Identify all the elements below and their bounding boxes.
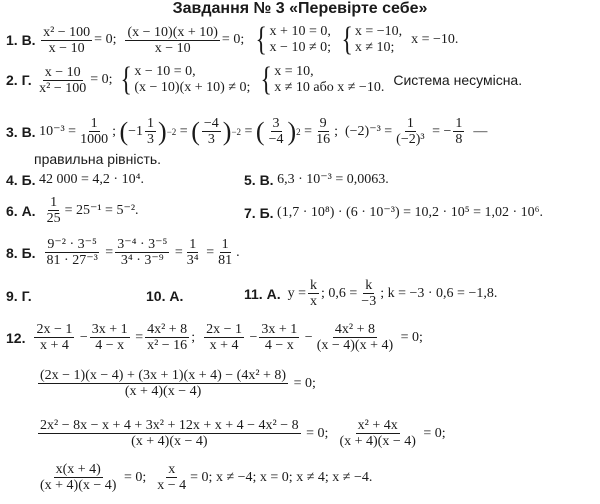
- item-5: 5. В. 6,3 · 10⁻³ = 0,0063.: [244, 172, 389, 188]
- fraction: $\frac{k}{-3}$: [361, 278, 377, 309]
- item-6: 6. А. $\frac{1}{25}$ = 25⁻¹ = 5⁻².: [6, 195, 139, 226]
- fraction: $\frac{x(x + 4)}{(x + 4)(x - 4)}$: [40, 462, 117, 493]
- equation-system: { x = −10, x ≠ 10;: [340, 21, 403, 58]
- page-title: Завдання № 3 «Перевірте себе»: [172, 0, 428, 17]
- fraction: $\frac{2x - 1}{x + 4}$: [36, 322, 73, 353]
- fraction: $\frac{1}{81}$: [218, 237, 233, 268]
- fraction: $\frac{\text{(2x − 1)(x − 4) + (3x + 1)(x + 4) − (4x² + 8)}}{(x + 4)(x - 4)}$: [40, 368, 287, 399]
- item-10: 10. А.: [146, 288, 184, 304]
- item-7: 7. Б. (1,7 · 10⁸) · (6 · 10⁻³) = 10,2 · 10⁵ = 1,02 · 10⁶.: [244, 205, 544, 221]
- item-12: 12. $\frac{2x - 1}{x + 4}$ − $\frac{3x + 1}{4 - x}$ = $\frac{\text{4x² + 8}}{\text{x² − 16}}$ ; $\frac{2x - 1}{x + 4}$ − $\frac{3x + 1}{4 - x}$ − $\frac{\text{4x² + 8}}{(x - 4)(x + 4)}$ = 0;: [6, 322, 423, 353]
- item-2: 2. Г. $\frac{x - 10}{\text{x² − 100}}$ = 0; { x − 10 = 0, (x − 10)(x + 10) ≠ 0; { x = 10, x ≠ 10 або x ≠ −10. Система несумісна.: [6, 61, 523, 98]
- fraction: $\frac{\text{2x² − 8x − x + 4 + 3x² + 12x + x + 4 − 4x² − 8}}{(x + 4)(x - 4)}$: [40, 418, 299, 449]
- fraction: $\frac{\text{x² − 100}}{x - 10}$: [43, 24, 91, 56]
- fraction: $\frac{\text{4x² + 8}}{\text{x² − 16}}$: [147, 322, 188, 353]
- item-label: 6. А.: [6, 202, 36, 219]
- item-label: 2. Г.: [6, 72, 32, 88]
- fraction: $\frac{1}{25}$: [46, 195, 61, 226]
- equation-system: { x = 10, x ≠ 10 або x ≠ −10.: [260, 61, 385, 98]
- fraction: $\frac{\text{9⁻² · 3⁻⁵}}{\text{81 · 27⁻³}}$: [46, 237, 98, 268]
- fraction: $\frac{3}{-4}$: [268, 116, 284, 147]
- item-3: 3. В. 10⁻³ = $\frac{1}{1000}$ ; ( −1 $\frac{1}{3}$ ) −2 = ( $\frac{-4}{3}$ ) −2 = ( $\frac{3}{-4}$ ) 2 = $\frac{9}{16}$ ; (−2)⁻³ = $\frac{1}{\text{(−2)³}}$ = − $\frac{1}{8}$ —: [6, 116, 488, 147]
- fraction: $\frac{k}{x}$: [310, 278, 317, 309]
- fraction: $\frac{\text{4x² + 8}}{(x - 4)(x + 4)}$: [316, 322, 394, 353]
- fraction: $\frac{\text{3⁻⁴ · 3⁻⁵}}{\text{3⁴ · 3⁻⁹}}$: [117, 237, 168, 268]
- item-label: 5. В.: [244, 172, 274, 188]
- item-8: 8. Б. $\frac{\text{9⁻² · 3⁻⁵}}{\text{81 · 27⁻³}}$ = $\frac{\text{3⁻⁴ · 3⁻⁵}}{\text{3⁴ · 3⁻⁹}}$ = $\frac{1}{\text{3⁴}}$ = $\frac{1}{81}$ .: [6, 237, 240, 268]
- item-label: 4. Б.: [6, 172, 36, 188]
- item-11: 11. А. y = $\frac{k}{x}$ ; 0,6 = $\frac{k}{-3}$ ; k = −3 · 0,6 = −1,8.: [244, 278, 498, 309]
- fraction: $\frac{x - 10}{\text{x² − 100}}$: [39, 64, 87, 96]
- fraction: $\frac{1}{1000}$: [80, 116, 109, 147]
- item-label: 7. Б.: [244, 205, 274, 221]
- item-label: 3. В.: [6, 123, 36, 140]
- fraction: $\frac{1}{3}$: [147, 116, 155, 147]
- item-12-step-3: $\frac{\text{2x² − 8x − x + 4 + 3x² + 12x + x + 4 − 4x² − 8}}{(x + 4)(x - 4)}$ = 0; $\frac{\text{x² + 4x}}{(x + 4)(x - 4)}$ = 0;: [40, 418, 446, 449]
- fraction: $\frac{3x + 1}{4 - x}$: [91, 322, 128, 353]
- item-12-step-4: $\frac{x(x + 4)}{(x + 4)(x - 4)}$ = 0; $\frac{x}{x - 4}$ = 0; x ≠ −4; x = 0; x ≠ 4; x ≠ −4.: [40, 462, 373, 493]
- item-label: 11. А.: [244, 285, 281, 302]
- fraction: $\frac{2x - 1}{x + 4}$: [206, 322, 242, 353]
- equation-system: { x + 10 = 0, x − 10 ≠ 0;: [255, 21, 332, 58]
- fraction: $\frac{-4}{3}$: [203, 116, 219, 147]
- item-9: 9. Г.: [6, 288, 32, 304]
- item-3-tail: правильна рівність.: [34, 151, 162, 167]
- fraction: $\frac{1}{\text{(−2)³}}$: [396, 116, 425, 147]
- item-label: 1. В.: [6, 32, 36, 48]
- equation-system: { x − 10 = 0, (x − 10)(x + 10) ≠ 0;: [120, 61, 251, 98]
- fraction: $\frac{1}{\text{3⁴}}$: [186, 237, 199, 268]
- fraction: $\frac{\text{x² + 4x}}{(x + 4)(x - 4)}$: [339, 418, 416, 449]
- item-label: 8. Б.: [6, 244, 36, 261]
- fraction: $\frac{1}{8}$: [455, 116, 463, 147]
- fraction: $\frac{x}{x - 4}$: [157, 462, 187, 493]
- fraction: $\frac{3x + 1}{4 - x}$: [261, 322, 298, 353]
- note-text: Система несумісна.: [393, 72, 523, 88]
- item-4: 4. Б. 42 000 = 4,2 · 10⁴.: [6, 172, 144, 188]
- fraction: $\frac{9}{16}$: [316, 116, 331, 147]
- item-label: 12.: [6, 329, 26, 346]
- fraction: $\frac{(x - 10)(x + 10)}{x - 10}$: [127, 24, 218, 56]
- item-12-step-2: $\frac{\text{(2x − 1)(x − 4) + (3x + 1)(x + 4) − (4x² + 8)}}{(x + 4)(x - 4)}$ = 0;: [40, 368, 316, 399]
- item-1: 1. В. $\frac{\text{x² − 100}}{x - 10}$ = 0; $\frac{(x - 10)(x + 10)}{x - 10}$ = 0; { x + 10 = 0, x − 10 ≠ 0; { x = −10, x ≠ 10; x = −10.: [6, 21, 459, 58]
